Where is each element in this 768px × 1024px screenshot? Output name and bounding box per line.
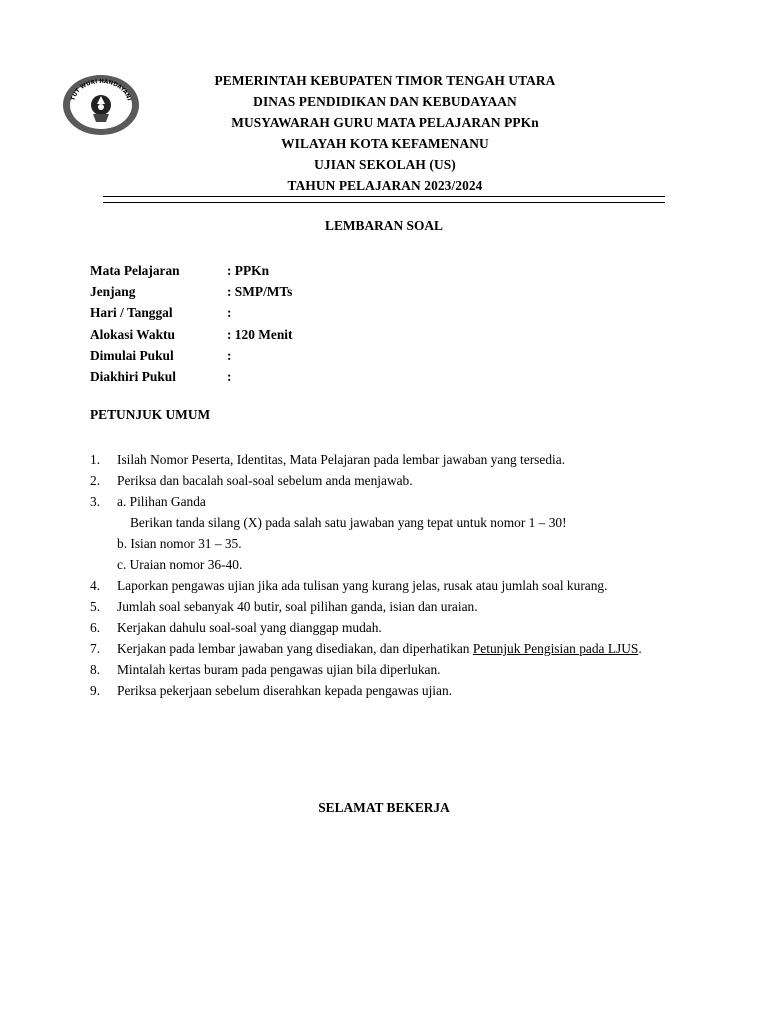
item-text: Periksa pekerjaan sebelum diserahkan kepada pengawas ujian.	[117, 683, 453, 698]
closing-greeting: SELAMAT BEKERJA	[318, 800, 450, 815]
letterhead-line-2: DINAS PENDIDIKAN DAN KEBUDAYAAN	[253, 94, 517, 109]
letterhead-line-6: TAHUN PELAJARAN 2023/2024	[287, 178, 483, 193]
info-value: :	[227, 368, 232, 384]
info-value: : 120 Menit	[227, 326, 293, 342]
item-number: 9.	[90, 683, 101, 698]
item-text: Kerjakan dahulu soal-soal yang dianggap mudah.	[117, 620, 382, 635]
info-label: Diakhiri Pukul	[90, 368, 176, 384]
item-number: 7.	[90, 641, 101, 656]
item-number: 5.	[90, 599, 101, 614]
instructions-heading: PETUNJUK UMUM	[90, 407, 211, 422]
instructions-list	[90, 449, 680, 701]
item-text: Isilah Nomor Peserta, Identitas, Mata Pelajaran pada lembar jawaban yang tersedia.	[117, 452, 566, 467]
item-text: Laporkan pengawas ujian jika ada tulisan yang kurang jelas, rusak atau jumlah soal kurang.	[117, 578, 608, 593]
list-item	[90, 638, 680, 659]
letterhead-divider	[103, 196, 665, 203]
info-label: Dimulai Pukul	[90, 347, 174, 363]
tut-wuri-handayani-logo	[62, 74, 140, 136]
letterhead	[170, 70, 600, 196]
info-label: Mata Pelajaran	[90, 263, 180, 278]
item-3c: c. Uraian nomor 36-40.	[117, 557, 243, 572]
info-label: Jenjang	[90, 284, 136, 300]
info-value: :	[227, 305, 232, 321]
list-item	[90, 449, 680, 470]
info-value: : PPKn	[227, 263, 270, 278]
item-text-end: .	[638, 641, 642, 656]
info-row-start	[90, 345, 292, 366]
item-3b: b. Isian nomor 31 – 35.	[117, 536, 242, 551]
svg-text:TUT WURI HANDAYANI: TUT WURI HANDAYANI	[70, 78, 132, 102]
list-item	[90, 470, 680, 491]
list-item	[90, 617, 680, 638]
item-text-lead: Kerjakan pada lembar jawaban yang disediakan, dan diperhatikan	[117, 641, 473, 656]
list-item	[90, 680, 680, 701]
letterhead-line-4: WILAYAH KOTA KEFAMENANU	[281, 136, 489, 151]
ljus-guide-link-text: Petunjuk Pengisian pada LJUS	[472, 641, 639, 656]
list-item	[90, 659, 680, 680]
info-value: : SMP/MTs	[227, 284, 293, 300]
letterhead-line-3: MUSYAWARAH GURU MATA PELAJARAN PPKn	[231, 115, 539, 130]
exam-info	[90, 260, 292, 387]
info-label: Alokasi Waktu	[90, 326, 175, 342]
letterhead-line-1: PEMERINTAH KEBUPATEN TIMOR TENGAH UTARA	[214, 73, 556, 88]
item-number: 1.	[90, 452, 101, 467]
item-number: 4.	[90, 578, 101, 593]
item-text	[117, 638, 680, 659]
info-row-duration	[90, 324, 292, 345]
list-item	[90, 596, 680, 617]
item-text: Mintalah kertas buram pada pengawas ujian bila diperlukan.	[117, 662, 441, 677]
list-item	[90, 491, 680, 512]
info-row-level	[90, 281, 292, 302]
info-row-date	[90, 302, 292, 323]
item-number: 2.	[90, 473, 101, 488]
list-item	[90, 575, 680, 596]
item-text: Jumlah soal sebanyak 40 butir, soal pilihan ganda, isian dan uraian.	[117, 599, 478, 614]
letterhead-line-5: UJIAN SEKOLAH (US)	[314, 157, 456, 172]
info-row-end	[90, 366, 292, 387]
item-3a-description: Berikan tanda silang (X) pada salah satu jawaban yang tepat untuk nomor 1 – 30!	[130, 515, 567, 530]
item-text: Periksa dan bacalah soal-soal sebelum anda menjawab.	[117, 473, 413, 488]
info-row-subject	[90, 260, 292, 281]
item-text: a. Pilihan Ganda	[117, 494, 206, 509]
info-value: :	[227, 347, 232, 363]
item-number: 6.	[90, 620, 101, 635]
item-number: 8.	[90, 662, 101, 677]
document-title: LEMBARAN SOAL	[325, 218, 443, 233]
info-label: Hari / Tanggal	[90, 305, 173, 321]
item-number: 3.	[90, 494, 101, 509]
